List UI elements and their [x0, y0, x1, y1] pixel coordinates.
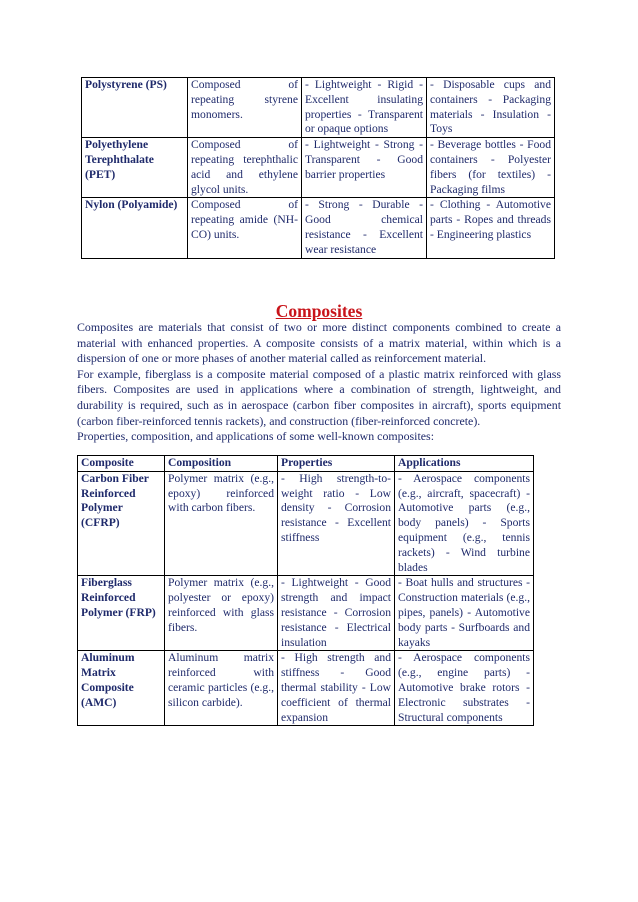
table-header-row: [78, 456, 534, 472]
composite-properties: - High strength-to-weight ratio - Low density - Corrosion resistance - Excellent stiffness: [278, 471, 395, 576]
composite-composition: Polymer matrix (e.g., epoxy) reinforced with carbon fibers.: [165, 471, 278, 576]
section-heading: Composites: [275, 301, 363, 321]
header-composite: Composite: [78, 456, 165, 472]
table-row: [78, 471, 534, 576]
composite-applications: - Aerospace components (e.g., aircraft, spacecraft) - Automotive parts (e.g., body panels) - Sports equipment (e.g., tennis rackets) - Wind turbine blades: [395, 471, 534, 576]
table-row: [82, 138, 555, 198]
composite-composition: Polymer matrix (e.g., polyester or epoxy) reinforced with glass fibers.: [165, 576, 278, 651]
header-properties: Properties: [278, 456, 395, 472]
composite-properties: - High strength and stiffness - Good thermal stability - Low coefficient of thermal expansion: [278, 651, 395, 726]
polymer-properties: - Strong - Durable - Good chemical resistance - Excellent wear resistance: [302, 198, 427, 258]
polymer-name: Polyethylene Terephthalate (PET): [82, 138, 188, 198]
polymer-applications: - Beverage bottles - Food containers - Polyester fibers (for textiles) - Packaging films: [427, 138, 555, 198]
section-body: [77, 320, 561, 445]
composite-table: [77, 455, 534, 726]
polymer-composition: Composed of repeating amide (NH-CO) units.: [188, 198, 302, 258]
paragraph: Composites are materials that consist of two or more distinct components combined to create a material with enhanced properties. A composite consists of a matrix material, within which is a dispersion of one or more phases of another material called as reinforcement material.: [77, 320, 561, 366]
polymer-table: [81, 77, 555, 259]
composite-composition: Aluminum matrix reinforced with ceramic particles (e.g., silicon carbide).: [165, 651, 278, 726]
polymer-properties: - Lightweight - Rigid - Excellent insulating properties - Transparent or opaque options: [302, 78, 427, 138]
polymer-applications: - Clothing - Automotive parts - Ropes and threads - Engineering plastics: [427, 198, 555, 258]
composite-applications: - Aerospace components (e.g., engine parts) - Automotive brake rotors - Electronic substrates - Structural components: [395, 651, 534, 726]
paragraph: For example, fiberglass is a composite material composed of a plastic matrix reinforced with glass fibers. Composites are used in applications where a combination of strength, lightweight, and durability is required, such as in aerospace (carbon fiber composites in aircraft), sports equipment (carbon fiber-reinforced tennis rackets), and construction (fiber-reinforced concrete).: [77, 366, 561, 428]
composite-name: Carbon Fiber Reinforced Polymer (CFRP): [78, 471, 165, 576]
table-row: [78, 651, 534, 726]
header-composition: Composition: [165, 456, 278, 472]
polymer-name: Nylon (Polyamide): [82, 198, 188, 258]
table-row: [82, 198, 555, 258]
composite-name: Aluminum Matrix Composite (AMC): [78, 651, 165, 726]
composite-properties: - Lightweight - Good strength and impact resistance - Corrosion resistance - Electrical insulation: [278, 576, 395, 651]
composite-applications: - Boat hulls and structures - Construction materials (e.g., pipes, panels) - Automotive body parts - Surfboards and kayaks: [395, 576, 534, 651]
composite-name: Fiberglass Reinforced Polymer (FRP): [78, 576, 165, 651]
table-row: [78, 576, 534, 651]
polymer-properties: - Lightweight - Strong - Transparent - Good barrier properties: [302, 138, 427, 198]
table-row: [82, 78, 555, 138]
header-applications: Applications: [395, 456, 534, 472]
polymer-name: Polystyrene (PS): [82, 78, 188, 138]
polymer-composition: Composed of repeating styrene monomers.: [188, 78, 302, 138]
polymer-applications: - Disposable cups and containers - Packaging materials - Insulation - Toys: [427, 78, 555, 138]
paragraph: Properties, composition, and applications of some well-known composites:: [77, 429, 434, 444]
polymer-composition: Composed of repeating terephthalic acid and ethylene glycol units.: [188, 138, 302, 198]
